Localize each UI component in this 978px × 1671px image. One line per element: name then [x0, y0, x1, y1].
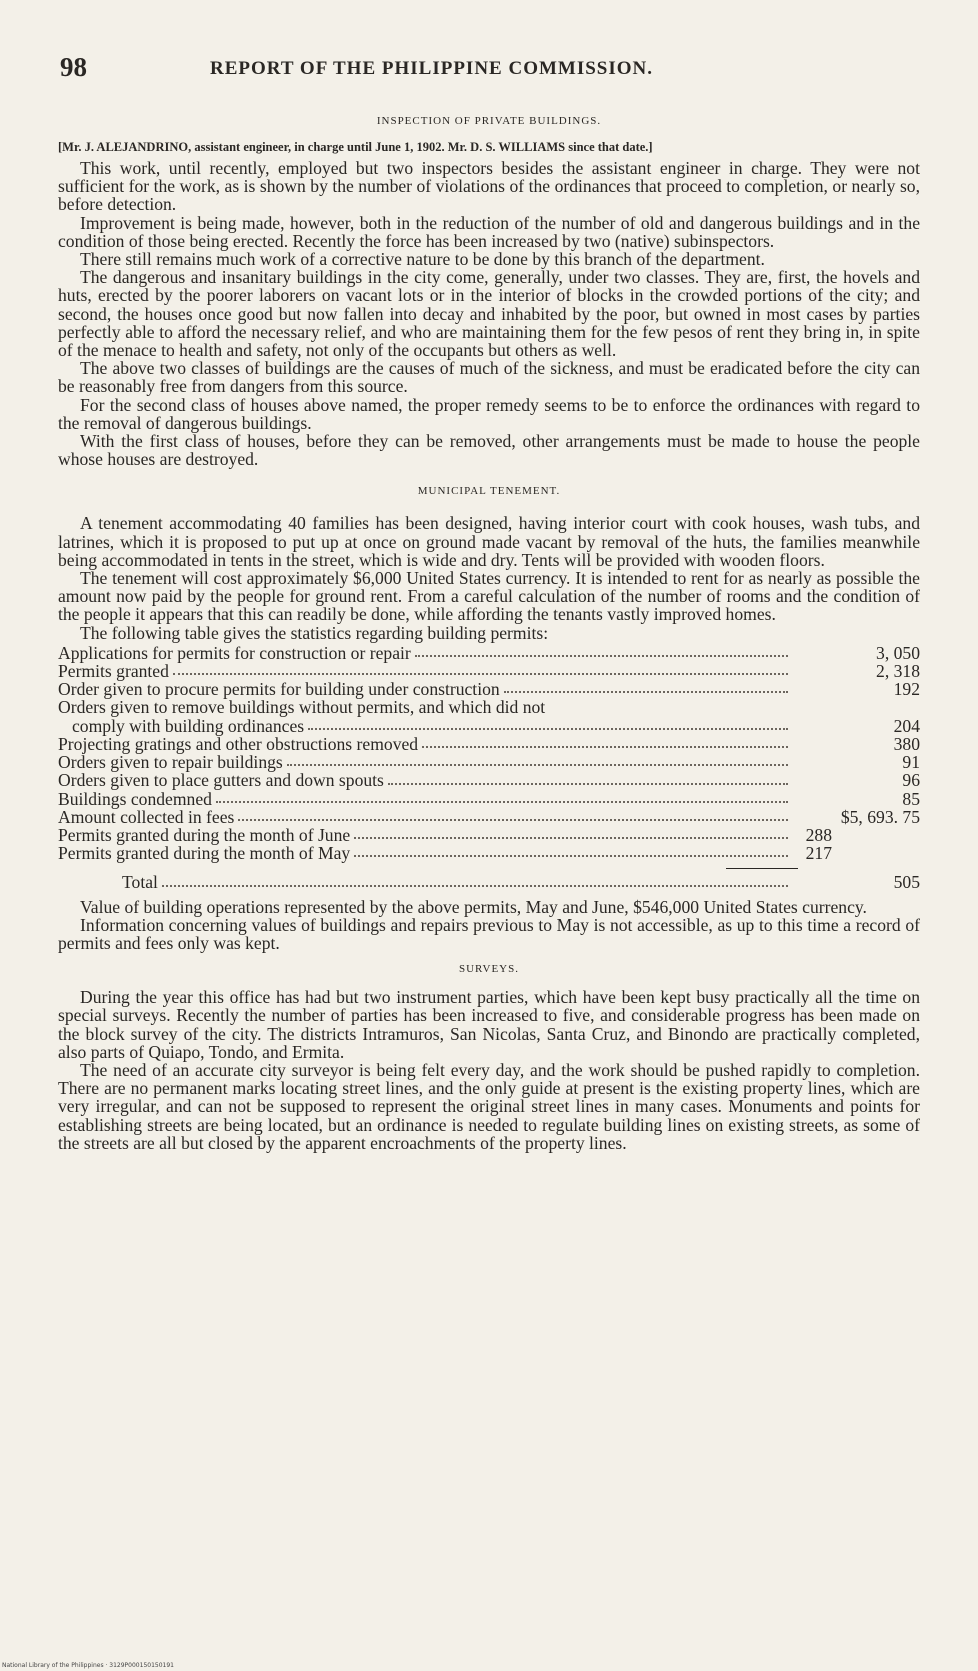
section-heading-inspection: INSPECTION OF PRIVATE BUILDINGS. [376, 115, 602, 127]
paragraph: The dangerous and insanitary buildings in the city come, generally, under two classes. They are, first, the hovels and huts, erected by the poorer laborers on vacant lots or in the interior of blocks in the crowded portions of the city; and second, the houses once good but now fallen into decay and inhabited by the poor, but owned in most cases by parties perfectly able to afford the necessary relief, and who are maintaining them for the few pesos of rent they bring in, in spite of the menace to health and safety, not only of the occupants but others as well. [58, 267, 920, 361]
row-label: Orders given to place gutters and down spouts [58, 770, 384, 791]
paragraph: The following table gives the statistics regarding building permits: [80, 622, 549, 643]
paragraph: The need of an accurate city surveyor is being felt every day, and the work should be pushed rapidly to completion. There are no permanent marks locating street lines, and the only guide at present is the existing property lines, which are very irregular, and can not be supposed to represent the original street lines in many cases. Monuments and points for establishing streets are being located, but an ordinance is needed to regulate building lines on existing streets, as some of the streets are all but closed by the apparent encroachments of the property lines. [58, 1059, 920, 1153]
row-label: Applications for permits for construction or repair [58, 642, 411, 663]
row-label: Buildings condemned [58, 788, 212, 809]
row-value: 192 [893, 679, 920, 700]
table-row [58, 771, 920, 789]
section-heading-tenement: MUNICIPAL TENEMENT. [417, 485, 561, 498]
table-row [58, 680, 920, 698]
paragraph: The above two classes of buildings are the causes of much of the sickness, and must be eradicated before the city can be reasonably free from dangers from this source. [58, 358, 920, 397]
page-body [58, 108, 920, 1152]
total-label: Total [122, 872, 158, 893]
paragraph: This work, until recently, employed but two inspectors besides the assistant engineer in charge. They were not sufficient for the work, as is shown by the number of violations of the ordinances that proceed to completion, or nearly so, before detection. [58, 158, 920, 215]
row-label: Orders given to remove buildings without permits, and which did not [58, 697, 546, 718]
table-row [58, 717, 920, 735]
paragraph: For the second class of houses above named, the proper remedy seems to be to enforce the ordinances with regard to the removal of dangerous buildings. [58, 394, 920, 433]
table-row [58, 844, 920, 862]
permit-statistics-table [58, 644, 920, 892]
table-row [58, 808, 920, 826]
paragraph: There still remains much work of a corrective nature to be done by this branch of the department. [80, 249, 765, 270]
paragraph: Information concerning values of buildings and repairs previous to May is not accessible, as up to this time a record of permits and fees only was kept. [58, 914, 920, 953]
total-value: 505 [893, 872, 920, 893]
row-value: $5, 693. 75 [840, 806, 920, 827]
paragraph: With the first class of houses, before they can be removed, other arrangements must be made to house the people whose houses are destroyed. [58, 431, 920, 470]
staff-note: [Mr. J. ALEJANDRINO, assistant engineer, in charge until June 1, 1902. Mr. D. S. WILLIAMS since that date.] [58, 140, 653, 154]
table-row [58, 644, 920, 662]
table-row [58, 662, 920, 680]
paragraph: During the year this office has had but two instrument parties, which have been kept busy practically all the time on special surveys. Recently the number of parties has been increased to five, and considerable progress has been made on the block survey of the city. The districts Intramuros, San Nicolas, Santa Cruz, and Binondo are practically completed, also parts of Quiapo, Tondo, and Ermita. [58, 987, 920, 1062]
library-stamp: National Library of the Philippines · 3129P000150150191 [2, 1662, 174, 1669]
section-heading-surveys: SURVEYS. [459, 963, 519, 976]
row-label-continued: comply with building ordinances [72, 715, 305, 736]
row-label: Permits granted [58, 661, 169, 682]
page-number: 98 [60, 52, 87, 82]
running-title: REPORT OF THE PHILIPPINE COMMISSION. [210, 58, 654, 79]
row-label: Orders given to repair buildings [58, 752, 283, 773]
row-value: 2, 318 [876, 661, 920, 682]
paragraph: The tenement will cost approximately $6,000 United States currency. It is intended to rent for as nearly as possible the amount now paid by the people for ground rent. From a careful calculation of the number of rooms and the condition of the people it appears that this can readily be done, while affording the tenants vastly improved homes. [58, 568, 920, 625]
row-value: 96 [902, 770, 920, 791]
row-value: 204 [893, 715, 920, 736]
table-row [58, 826, 920, 844]
total-rule [726, 868, 798, 869]
row-label: Projecting gratings and other obstructions removed [58, 733, 419, 754]
paragraph: Improvement is being made, however, both in the reduction of the number of old and dangerous buildings and in the condition of those being erected. Recently the force has been increased by two (native) subinspectors. [58, 212, 920, 251]
row-label: Order given to procure permits for building under construction [58, 679, 500, 700]
row-label: Permits granted during the month of June [58, 824, 351, 845]
row-value: 380 [893, 733, 920, 754]
paragraph: A tenement accommodating 40 families has been designed, having interior court with cook houses, wash tubs, and latrines, which it is proposed to put up at once on ground made vacant by removal of the huts, the families meanwhile being accommodated in tents in the street, which is wide and dry. Tents will be provided with wooden floors. [58, 513, 920, 570]
row-subvalue: 217 [805, 843, 832, 864]
table-total-row [58, 873, 920, 891]
row-value: 3, 050 [876, 642, 920, 663]
table-row [58, 753, 920, 771]
table-row [58, 790, 920, 808]
paragraph: Value of building operations represented by the above permits, May and June, $546,000 United States currency. [80, 896, 867, 917]
row-subvalue: 288 [805, 824, 832, 845]
table-row [58, 735, 920, 753]
row-label: Permits granted during the month of May [58, 843, 351, 864]
row-label: Amount collected in fees [58, 806, 235, 827]
row-value: 91 [902, 752, 920, 773]
table-row [58, 698, 920, 716]
row-value: 85 [902, 788, 920, 809]
